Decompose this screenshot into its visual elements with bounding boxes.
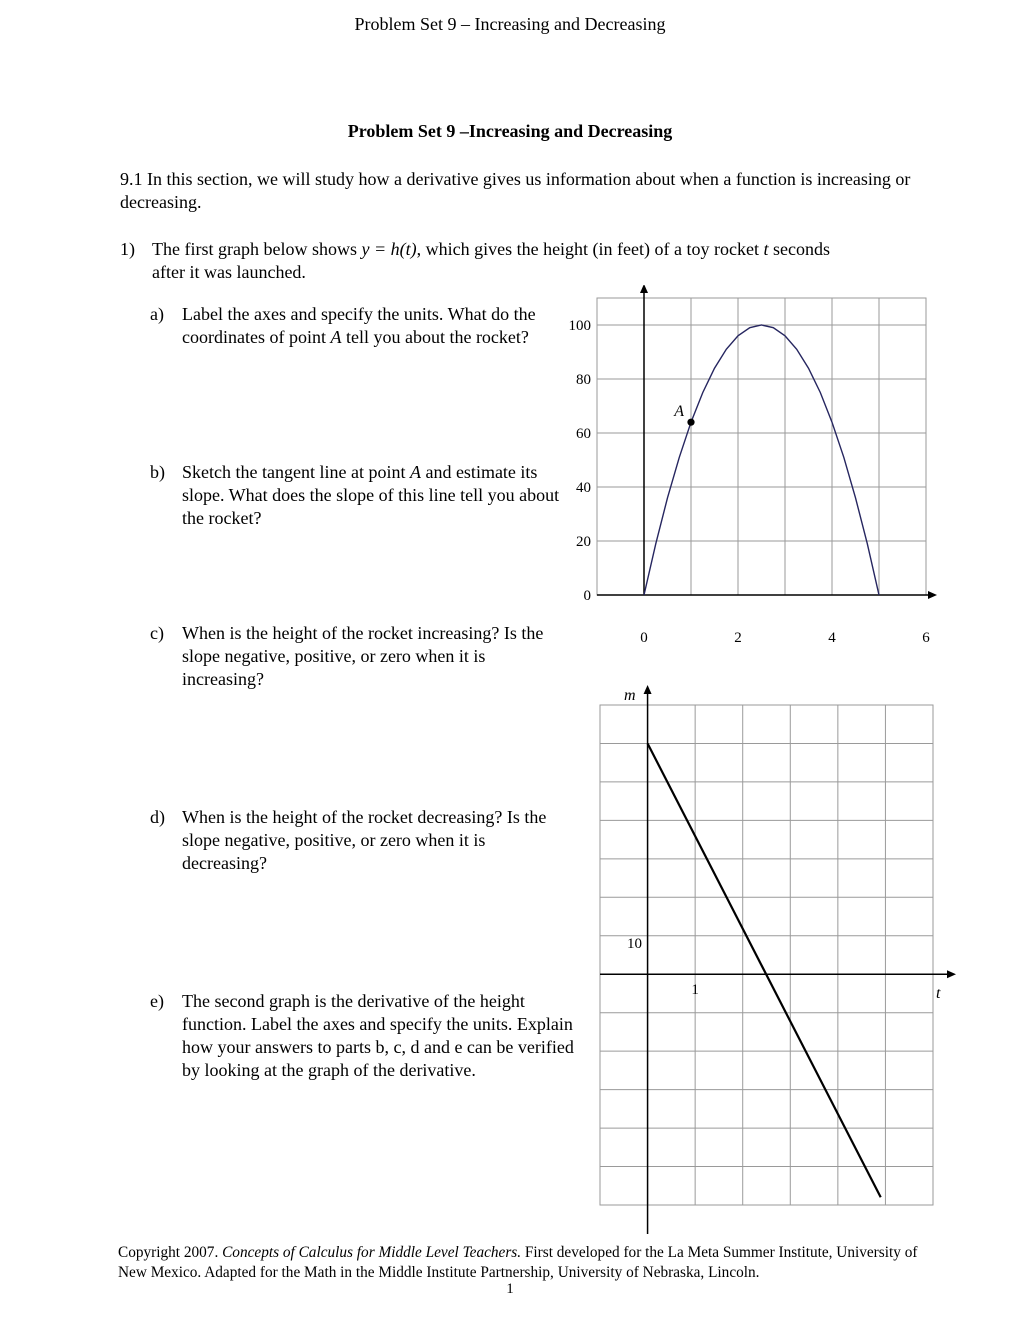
footer-book-title: Concepts of Calculus for Middle Level Teachers. [222, 1244, 522, 1261]
svg-text:0: 0 [640, 630, 648, 646]
part-d-label: d) [150, 807, 165, 827]
svg-text:100: 100 [568, 318, 591, 334]
part-c-text [182, 622, 560, 691]
footer-seg2: First developed for the La Meta Summer Institute, University of New Mexico. Adapted for the Math in the Middle Institute Partnership, University of Nebraska, Lincoln. [118, 1244, 918, 1282]
problem-1-number: 1) [120, 239, 135, 259]
footer-text [118, 1243, 950, 1283]
intro-paragraph: 9.1 In this section, we will study how a derivative gives us information about when a function is increasing or decreasing. [120, 169, 911, 212]
problem-1-var-t: t [763, 239, 769, 259]
part-d-text [182, 806, 574, 875]
svg-text:40: 40 [576, 480, 591, 496]
part-a-seg2: tell you about the rocket? [341, 326, 529, 347]
svg-text:1: 1 [691, 982, 699, 998]
page-header: Problem Set 9 – Increasing and Decreasing [354, 14, 666, 34]
part-d-seg1: When is the height of the rocket decreasing? Is the slope negative, positive, or zero when it is decreasing? [182, 807, 547, 873]
part-c-label: c) [150, 623, 164, 643]
problem-1-seg3: seconds after it was launched. [152, 239, 830, 282]
part-e-seg1: The second graph is the derivative of the height function. Label the axes and specify the units. Explain how your answers to parts b, c, d and e can be verified by looking at the graph of the derivative. [182, 991, 574, 1080]
svg-text:2: 2 [734, 630, 742, 646]
svg-text:t: t [936, 985, 941, 1003]
part-b-seg2: and estimate its slope. What does the slope of this line tell you about the rocket? [182, 462, 560, 528]
part-e-text [182, 990, 580, 1081]
svg-text:m: m [624, 687, 636, 704]
svg-text:A: A [674, 403, 684, 421]
problem-1-math: y = h(t) [361, 239, 417, 259]
svg-text:4: 4 [828, 630, 836, 646]
part-a-label: a) [150, 304, 164, 324]
page-title: Problem Set 9 –Increasing and Decreasing [347, 121, 673, 141]
part-b-seg1: Sketch the tangent line at point [182, 462, 410, 482]
part-b-text [182, 461, 560, 530]
part-b-var: A [409, 462, 421, 482]
part-e-label: e) [150, 991, 164, 1011]
height-graph [553, 285, 953, 660]
problem-1-seg2: , which gives the height (in feet) of a toy rocket [416, 239, 764, 259]
footer-seg1: Copyright 2007. [118, 1244, 223, 1261]
part-a-text [182, 303, 560, 349]
svg-text:80: 80 [576, 372, 591, 388]
svg-text:10: 10 [627, 935, 642, 952]
problem-1-seg1: The first graph below shows [152, 239, 362, 259]
svg-text:6: 6 [922, 630, 930, 646]
svg-text:20: 20 [576, 534, 591, 550]
part-b-label: b) [150, 462, 165, 482]
part-a-seg1: Label the axes and specify the units. What do the coordinates of point [182, 304, 536, 347]
problem-1-text [152, 238, 844, 284]
part-a-var: A [330, 326, 342, 347]
page-number: 1 [506, 1281, 514, 1297]
svg-text:0: 0 [583, 588, 591, 604]
part-c-seg1: When is the height of the rocket increasing? Is the slope negative, positive, or zero when it is increasing? [182, 623, 544, 689]
derivative-graph [588, 678, 1013, 1263]
svg-text:60: 60 [576, 426, 591, 442]
